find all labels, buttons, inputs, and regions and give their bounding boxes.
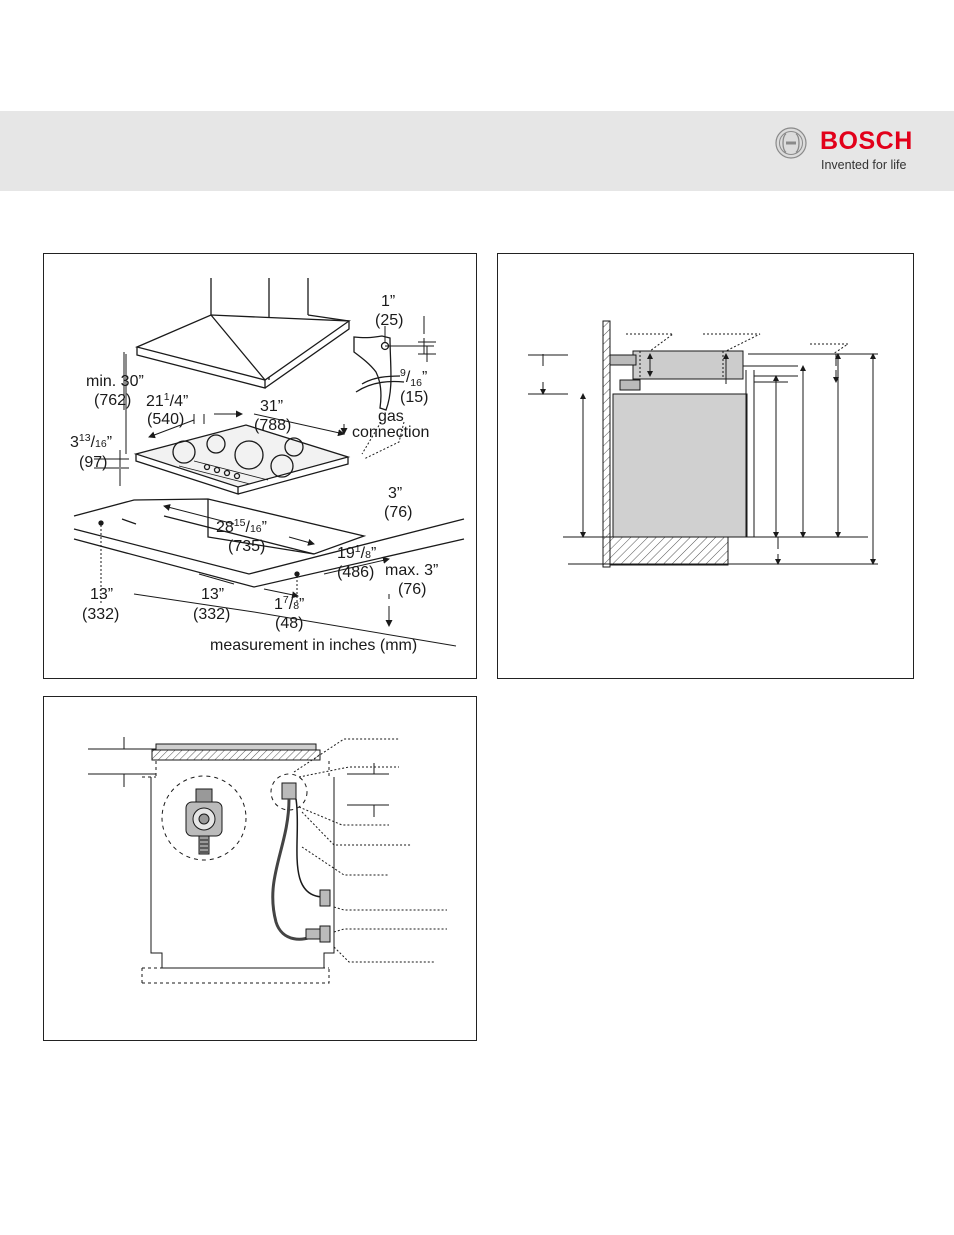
hood-clearance: min. 30”	[86, 373, 144, 390]
gas-offset-y: $^9/_{16}$”	[400, 367, 428, 389]
gas-connection-panel	[43, 696, 477, 1041]
cooktop-width: 31”	[260, 398, 284, 415]
gas-offset-x: 1”	[381, 293, 396, 310]
front-max-mm: (76)	[398, 581, 427, 598]
range-hood	[137, 278, 349, 388]
gas-label-line2: connection	[352, 424, 430, 441]
bosch-logo	[775, 125, 920, 175]
cooktop-width-mm: (788)	[254, 417, 292, 434]
cooktop-dimensions-panel	[43, 253, 477, 679]
cooktop	[136, 425, 348, 494]
gas-valve-section	[620, 380, 640, 390]
brand-tagline: Invented for life	[821, 158, 907, 172]
cutout-width: $28^{15}/16$”	[216, 517, 267, 536]
wall	[603, 321, 610, 567]
gas-depth-mm: (48)	[275, 615, 304, 632]
side-section-panel	[497, 253, 914, 679]
center-offset: 13”	[201, 586, 225, 603]
cutout-depth: $19^1/8$”	[337, 543, 377, 562]
side-section-diagram	[498, 254, 915, 680]
gas-offset-x-mm: (25)	[375, 312, 404, 329]
cooktop-height: $3^{13}/16$”	[70, 432, 113, 451]
gas-connection-diagram	[44, 697, 478, 1042]
regulator-small	[282, 783, 296, 799]
units-note: measurement in inches (mm)	[210, 637, 418, 654]
cooktop-depth: $21^1/4$”	[146, 391, 189, 410]
brand-name: BOSCH	[820, 127, 913, 155]
center-offset-mm: (332)	[193, 606, 231, 623]
bosch-armature-icon	[775, 127, 807, 159]
cutout-depth-mm: (486)	[337, 564, 375, 581]
rear-offset-mm: (76)	[384, 504, 413, 521]
gas-depth: $1^7/8$”	[274, 594, 305, 613]
hood-clearance-mm: (762)	[94, 392, 132, 409]
front-max: max. 3”	[385, 562, 439, 579]
gas-label-line1: gas	[378, 408, 404, 425]
cabinet-front	[613, 394, 747, 537]
countertop-section	[152, 750, 320, 760]
gas-hose	[273, 799, 314, 939]
cooktop-top	[156, 744, 316, 750]
toe-kick	[610, 537, 728, 565]
left-offset-mm: (332)	[82, 606, 120, 623]
rear-offset: 3”	[388, 485, 403, 502]
cooktop-height-mm: (97)	[79, 454, 108, 471]
cooktop-dimensions-diagram	[44, 254, 478, 680]
regulator-detail	[186, 789, 222, 854]
cutout-width-mm: (735)	[228, 538, 266, 555]
left-offset: 13”	[90, 586, 114, 603]
cooktop-depth-mm: (540)	[147, 411, 185, 428]
gas-offset-y-mm: (15)	[400, 389, 429, 406]
